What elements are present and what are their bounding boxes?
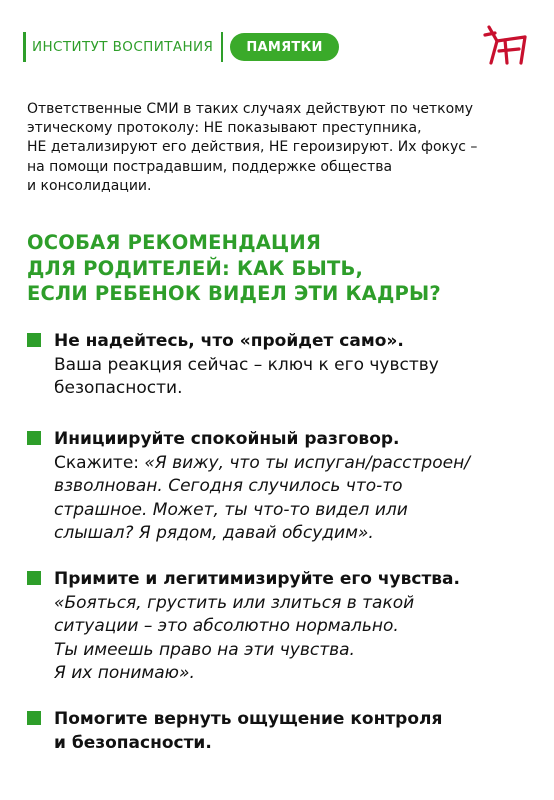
recommendation-title: и безопасности. xyxy=(54,732,212,753)
recommendation-title: Примите и легитимизируйте его чувства. xyxy=(54,569,460,589)
recommendation-lead: Скажите: xyxy=(54,452,145,473)
intro-paragraph xyxy=(27,100,537,196)
recommendation-quote-line: Я их понимаю». xyxy=(54,663,195,684)
section-heading-line: ОСОБАЯ РЕКОМЕНДАЦИЯ xyxy=(27,231,322,254)
bullet-square-icon xyxy=(27,333,41,347)
recommendation-quote-line: Ты имеешь право на эти чувства. xyxy=(54,639,355,660)
section-heading xyxy=(27,230,441,307)
recommendation-quote-line: ситуации – это абсолютно нормально. xyxy=(54,616,399,637)
recommendation-quote-line: «Я вижу, что ты испуган/расстроен/ xyxy=(144,452,470,473)
bullet-square-icon xyxy=(27,571,41,585)
intro-line: на помощи пострадавшим, поддержке общества xyxy=(27,158,393,175)
recommendation-title: Не надейтесь, что «пройдет само». xyxy=(54,331,404,351)
recommendation-quote-line: взволнован. Сегодня случилось что-то xyxy=(54,476,403,497)
badge-pamyatki: ПАМЯТКИ xyxy=(230,33,338,61)
section-heading-line: ЕСЛИ РЕБЕНОК ВИДЕЛ ЭТИ КАДРЫ? xyxy=(27,282,441,305)
red-chair-logo-icon xyxy=(481,23,531,67)
bullet-square-icon xyxy=(27,431,41,445)
recommendation-body-line: безопасности. xyxy=(54,378,183,399)
recommendation-title: Помогите вернуть ощущение контроля xyxy=(54,709,443,729)
section-heading-line: ДЛЯ РОДИТЕЛЕЙ: КАК БЫТЬ, xyxy=(27,256,364,280)
recommendation-body-line: Ваша реакция сейчас – ключ к его чувству xyxy=(54,354,439,375)
intro-line: этическому протоколу: НЕ показывают преступника, xyxy=(27,120,422,137)
recommendation-quote-line: «Бояться, грустить или злиться в такой xyxy=(54,592,415,613)
header-separator xyxy=(221,32,223,62)
recommendation-quote-line: страшное. Может, ты что-то видел или xyxy=(54,499,408,520)
organization-name: ИНСТИТУТ ВОСПИТАНИЯ xyxy=(32,39,214,55)
header-accent-bar xyxy=(23,32,26,62)
bullet-square-icon xyxy=(27,711,41,725)
intro-line: НЕ детализируют его действия, НЕ героизируют. Их фокус – xyxy=(27,139,478,156)
recommendation-title: Инициируйте спокойный разговор. xyxy=(54,429,400,449)
recommendation-quote-line: слышал? Я рядом, давай обсудим». xyxy=(54,523,374,544)
intro-line: и консолидации. xyxy=(27,177,152,194)
header xyxy=(23,32,339,62)
intro-line: Ответственные СМИ в таких случаях действуют по четкому xyxy=(27,101,474,117)
